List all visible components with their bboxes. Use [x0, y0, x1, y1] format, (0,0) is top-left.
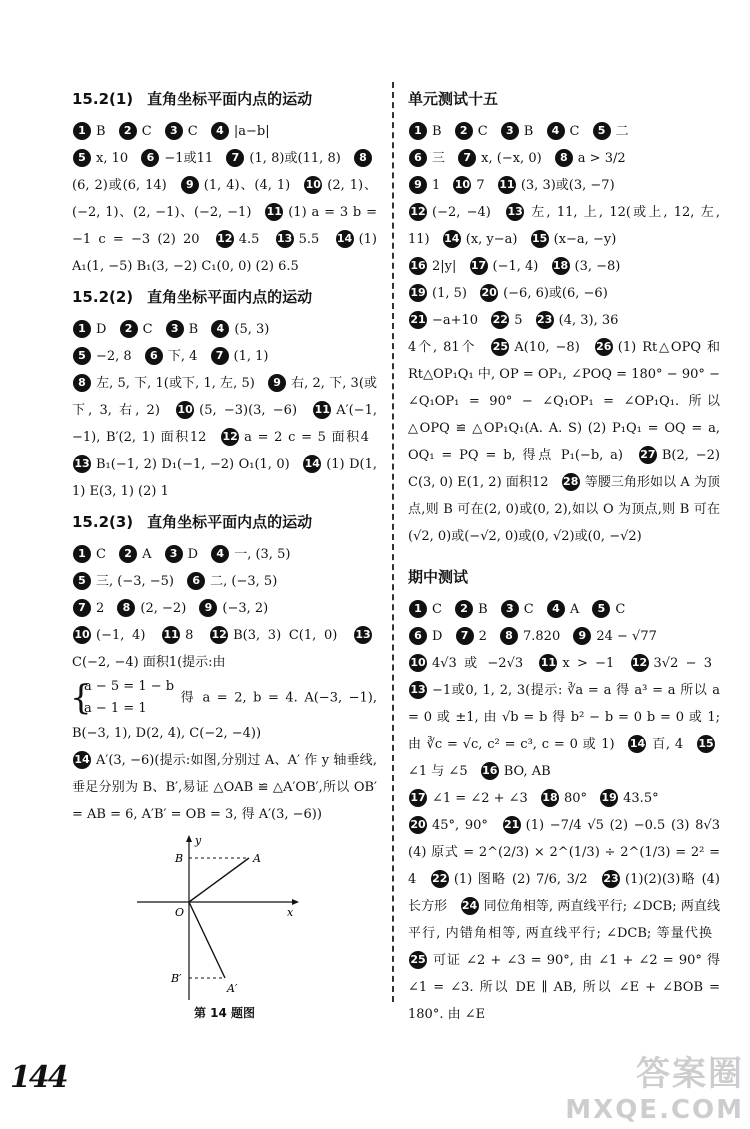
answer: ∠1 = ∠2 + ∠3	[432, 791, 528, 806]
q-number-8: 8	[500, 627, 518, 645]
q-number-2: 2	[455, 600, 473, 618]
answer: 24 − √77	[596, 629, 657, 644]
answers-unit-test-15	[408, 118, 720, 550]
q-number-23: 23	[536, 311, 554, 329]
label-a: A	[253, 852, 261, 865]
answer: 三	[432, 151, 446, 166]
equation-system	[72, 676, 174, 720]
answer: −a+10	[432, 313, 479, 328]
answer: 5.5	[298, 232, 320, 247]
q-number-20: 20	[480, 284, 498, 302]
section-title: 直角坐标平面内点的运动	[147, 288, 313, 306]
answer: B₁(−1, 2) D₁(−1, −2) O₁(1, 0)	[96, 457, 290, 472]
answer: A	[142, 547, 152, 562]
q-number-21: 21	[409, 311, 427, 329]
q-number-3: 3	[165, 122, 183, 140]
q-number-4: 4	[547, 122, 565, 140]
q-number-14: 14	[628, 735, 646, 753]
left-column	[72, 82, 377, 1021]
q-number-6: 6	[145, 347, 163, 365]
q-number-5: 5	[73, 347, 91, 365]
answer: 一, (3, 5)	[234, 547, 291, 562]
answer: 7	[476, 178, 485, 193]
answer: −2, 8	[96, 349, 132, 364]
q-number-7: 7	[456, 627, 474, 645]
q-number-8: 8	[73, 374, 91, 392]
q-number-9: 9	[199, 599, 217, 617]
q-number-9: 9	[409, 176, 427, 194]
section-number: 15.2(1)	[72, 90, 134, 108]
answer: B(2, −2) C(3, 0) E(1, 2) 面积12	[408, 448, 720, 490]
q-number-11: 11	[265, 203, 283, 221]
label-b-prime: B′	[171, 972, 182, 985]
answer: (1) A₁(1, −5) B₁(3, −2) C₁(0, 0) (2) 6.5	[72, 232, 377, 274]
q-number-6: 6	[141, 149, 159, 167]
answer: (1) 图略 (2) 7/6, 3/2	[453, 872, 588, 887]
q-number-28: 28	[562, 473, 580, 491]
answer: 80°	[563, 791, 587, 806]
answer: (3, 3)或(3, −7)	[520, 178, 615, 193]
figure-caption: 第 14 题图	[193, 1006, 256, 1020]
answer: 2	[478, 629, 487, 644]
answer: 2|y|	[432, 259, 457, 274]
answer: 2	[96, 601, 105, 616]
answer: 二, (−3, 5)	[210, 574, 278, 589]
q-number-12: 12	[216, 230, 234, 248]
q-number-2: 2	[455, 122, 473, 140]
answer: C	[615, 602, 626, 617]
q-number-2: 2	[120, 320, 138, 338]
q-number-10: 10	[304, 176, 322, 194]
answer: (5, −3)(3, −6)	[199, 403, 298, 418]
answer: D	[96, 322, 107, 337]
right-column	[408, 82, 720, 1028]
section-heading: 期中测试	[408, 568, 469, 586]
answer: ∠1 与 ∠5	[408, 764, 468, 779]
answer: (−2, −4)	[432, 205, 491, 220]
label-a-prime: A′	[227, 982, 238, 995]
answer: 下, 4	[167, 349, 198, 364]
answer: (4, 3), 36	[558, 313, 619, 328]
answer: (−6, 6)或(6, −6)	[503, 286, 608, 301]
q-number-3: 3	[166, 320, 184, 338]
q-number-13: 13	[354, 626, 372, 644]
answer: C	[141, 124, 152, 139]
answer: C	[187, 124, 198, 139]
answers-15-2-3	[72, 541, 377, 828]
answer: 百, 4	[651, 737, 684, 752]
answer: B	[478, 602, 488, 617]
q-number-4: 4	[211, 545, 229, 563]
answer: C	[432, 602, 442, 617]
q-number-8: 8	[354, 149, 372, 167]
watermark-url: MXQE.COM	[565, 1095, 744, 1125]
answer: (1, 1)	[233, 349, 269, 364]
q-number-16: 16	[481, 762, 499, 780]
q-number-11: 11	[162, 626, 180, 644]
equation-line: a − 1 = 1	[84, 701, 147, 716]
q-number-9: 9	[181, 176, 199, 194]
answer: A(10, −8)	[514, 340, 580, 355]
column-divider	[392, 82, 394, 1002]
q-number-16: 16	[409, 257, 427, 275]
section-heading	[72, 86, 377, 112]
answers-15-2-2	[72, 316, 377, 505]
q-number-10: 10	[176, 401, 194, 419]
q-number-4: 4	[211, 122, 229, 140]
q-number-3: 3	[501, 600, 519, 618]
section-title: 直角坐标平面内点的运动	[147, 513, 313, 531]
q-number-13: 13	[409, 681, 427, 699]
q-number-22: 22	[491, 311, 509, 329]
answer: C(−2, −4) 面积1(提示:由	[72, 655, 226, 670]
answer: (1) Rt△OPQ 和 Rt△OP₁Q₁ 中, OP = OP₁, ∠POQ = 180° − 90° − ∠Q₁OP₁ = 90° − ∠Q₁OP₁ = ∠OP₁Q₁. 所以 △OPQ ≌ △OP₁Q₁(A. A. S) (2) P₁Q₁ = OQ = a, OQ₁ = PQ = b, 得点 P₁(−b, a)	[408, 340, 720, 463]
answer: 7.820	[523, 629, 561, 644]
answer: 5	[514, 313, 523, 328]
answer: 45°, 90°	[432, 818, 488, 833]
q-number-21: 21	[503, 816, 521, 834]
q-number-10: 10	[409, 654, 427, 672]
section-heading	[72, 509, 377, 535]
y-axis-arrow	[186, 835, 192, 842]
answer: (1) a = 3 b = −1 c = −3 (2) 20	[72, 205, 377, 247]
label-y: y	[195, 834, 202, 847]
answer: 左, 11, 上, 12(或上, 12, 左, 11)	[408, 205, 720, 247]
q-number-9: 9	[573, 627, 591, 645]
q-number-23: 23	[602, 870, 620, 888]
answers-midterm	[408, 596, 720, 1028]
answer: a = 2 c = 5 面积4	[244, 430, 369, 445]
equation-line: a − 5 = 1 − b	[84, 679, 175, 694]
q-number-14: 14	[443, 230, 461, 248]
answer: −1或0, 1, 2, 3(提示: ∛a = a 得 a³ = a 所以 a = 0 或 ±1, 由 √b = b 得 b² − b = 0 b = 0 或 1; 由 ∛c = √c, c² = c³, c = 0 或 1)	[408, 683, 720, 752]
q-number-3: 3	[165, 545, 183, 563]
page-number: 144	[10, 1060, 67, 1095]
answer: B	[96, 124, 106, 139]
q-number-10: 10	[73, 626, 91, 644]
q-number-19: 19	[409, 284, 427, 302]
answer: (2, 1)、(−2, 1)、(2, −1)、(−2, −1)	[72, 178, 377, 220]
answer: 三, (−3, −5)	[96, 574, 175, 589]
section-title: 直角坐标平面内点的运动	[147, 90, 313, 108]
q-number-7: 7	[226, 149, 244, 167]
section-number: 15.2(3)	[72, 513, 134, 531]
q-number-15: 15	[697, 735, 715, 753]
answer: (1, 5)	[432, 286, 467, 301]
q-number-14: 14	[303, 455, 321, 473]
answer: x, 10	[96, 151, 129, 166]
q-number-19: 19	[600, 789, 618, 807]
q-number-1: 1	[73, 122, 91, 140]
q-number-11: 11	[313, 401, 331, 419]
answer: 4.5	[238, 232, 260, 247]
q-number-7: 7	[73, 599, 91, 617]
answer: B	[523, 124, 534, 139]
answer: 4√3 或 −2√3	[432, 656, 524, 671]
answer: (x−a, −y)	[553, 232, 617, 247]
answer: x > −1	[562, 656, 615, 671]
q-number-7: 7	[211, 347, 229, 365]
answer: BO, AB	[503, 764, 551, 779]
answer: (−3, 2)	[222, 601, 269, 616]
q-number-1: 1	[409, 122, 427, 140]
label-o: O	[175, 906, 185, 919]
answer: 等腰三角形如以 A 为顶点,则 B 可在(2, 0)或(0, 2),如以 O 为顶点,则 B 可在(√2, 0)或(−√2, 0)或(0, √2)或(0, −√2)	[408, 475, 720, 544]
q-number-17: 17	[470, 257, 488, 275]
answer: (−1, 4)	[492, 259, 539, 274]
answer: (1, 4)、(4, 1)	[203, 178, 291, 193]
q-number-27: 27	[639, 446, 657, 464]
q-number-15: 15	[531, 230, 549, 248]
answer: x, (−x, 0)	[481, 151, 542, 166]
q-number-6: 6	[409, 149, 427, 167]
section-number: 15.2(2)	[72, 288, 134, 306]
q-number-14: 14	[336, 230, 354, 248]
answers-15-2-1	[72, 118, 377, 280]
watermark	[565, 1046, 744, 1125]
q-number-14: 14	[73, 751, 91, 769]
answer: B	[432, 124, 442, 139]
q-number-12: 12	[631, 654, 649, 672]
coordinate-diagram	[137, 832, 307, 1002]
q-number-25: 25	[491, 338, 509, 356]
q-number-4: 4	[547, 600, 565, 618]
q-number-7: 7	[458, 149, 476, 167]
answer: (x, y−a)	[465, 232, 518, 247]
q-number-8: 8	[117, 599, 135, 617]
q-number-4: 4	[211, 320, 229, 338]
q-number-22: 22	[431, 870, 449, 888]
q-number-24: 24	[461, 897, 479, 915]
answer: 二	[615, 124, 629, 139]
q-number-3: 3	[501, 122, 519, 140]
answer: 8	[185, 628, 194, 643]
q-number-1: 1	[73, 545, 91, 563]
answer: D	[432, 629, 443, 644]
q-number-1: 1	[73, 320, 91, 338]
q-number-13: 13	[276, 230, 294, 248]
q-number-13: 13	[506, 203, 524, 221]
answer: 左, 5, 下, 1(或下, 1, 左, 5)	[96, 376, 255, 391]
q-number-25: 25	[409, 951, 427, 969]
answer: (−1, 4)	[96, 628, 146, 643]
answer: 得 a = 2, b = 4. A(−3, −1), B(−3, 1), D(2, 4), C(−2, −4))	[72, 690, 377, 741]
answer: −1或11	[164, 151, 214, 166]
q-number-5: 5	[73, 572, 91, 590]
q-number-6: 6	[409, 627, 427, 645]
answer: B	[188, 322, 199, 337]
section-heading: 单元测试十五	[408, 90, 499, 108]
answer: 同位角相等, 两直线平行; ∠DCB; 两直线平行, 内错角相等, 两直线平行; ∠DCB; 等量代换	[408, 899, 720, 941]
answer: C	[142, 322, 153, 337]
answer: (6, 2)或(6, 14)	[72, 178, 167, 193]
q-number-5: 5	[592, 600, 610, 618]
answer: (3, −8)	[574, 259, 621, 274]
q-number-8: 8	[555, 149, 573, 167]
q-number-5: 5	[73, 149, 91, 167]
answer: 右, 2, 下, 3(或下, 3, 右, 2)	[72, 376, 377, 418]
q-number-26: 26	[595, 338, 613, 356]
answer: (5, 3)	[234, 322, 270, 337]
answer: D	[187, 547, 199, 562]
segment-oa	[189, 858, 249, 902]
answer: (2, −2)	[140, 601, 187, 616]
q-number-1: 1	[409, 600, 427, 618]
answer: 3√2 − 3	[653, 656, 712, 671]
q-number-9: 9	[268, 374, 286, 392]
answer: |a−b|	[233, 124, 270, 139]
q-number-5: 5	[593, 122, 611, 140]
q-number-10: 10	[453, 176, 471, 194]
q-number-12: 12	[210, 626, 228, 644]
section-heading	[72, 284, 377, 310]
answer: (1)(2)(3)略 (4) 长方形	[408, 872, 720, 914]
answer: (1, 8)或(11, 8)	[249, 151, 341, 166]
answer: 1	[432, 178, 441, 193]
q-number-17: 17	[409, 789, 427, 807]
answer: A′(−1, −1), B′(2, 1) 面积12	[72, 403, 377, 445]
q-number-6: 6	[187, 572, 205, 590]
answer: 可证 ∠2 + ∠3 = 90°, 由 ∠1 + ∠2 = 90° 得 ∠1 = ∠3. 所以 DE ∥ AB, 所以 ∠E + ∠BOB = 180°. 由 ∠E	[408, 953, 720, 1022]
q-number-12: 12	[409, 203, 427, 221]
answer: C	[96, 547, 106, 562]
answer: a > 3/2	[577, 151, 626, 166]
answer: (1) D(1, 1) E(3, 1) (2) 1	[72, 457, 377, 499]
q-number-11: 11	[539, 654, 557, 672]
segment-oap	[189, 902, 225, 978]
coordinate-figure	[137, 832, 307, 1002]
answer: C	[569, 124, 580, 139]
q-number-18: 18	[541, 789, 559, 807]
q-number-18: 18	[552, 257, 570, 275]
answer: C	[523, 602, 534, 617]
q-number-13: 13	[73, 455, 91, 473]
answer: B(3, 3) C(1, 0)	[233, 628, 338, 643]
q-number-12: 12	[221, 428, 239, 446]
x-axis-arrow	[292, 899, 299, 905]
q-number-2: 2	[119, 122, 137, 140]
q-number-2: 2	[119, 545, 137, 563]
label-x: x	[287, 906, 294, 919]
answer: 4个, 81个	[408, 340, 477, 355]
answer: (1) −7/4 √5 (2) −0.5 (3) 8√3 (4) 原式 = 2^(2/3) × 2^(1/3) ÷ 2^(1/3) = 2² = 4	[408, 818, 720, 887]
watermark-logo: 答案圈	[636, 1054, 744, 1094]
answer: C	[477, 124, 488, 139]
label-b: B	[175, 852, 184, 865]
answer: A′(3, −6)(提示:如图,分别过 A、A′ 作 y 轴垂线,垂足分别为 B、B′,易证 △OAB ≌ △A′OB′,所以 OB′ = AB = 6, A′B′ = OB = 3, 得 A′(3, −6))	[72, 753, 377, 822]
q-number-11: 11	[498, 176, 516, 194]
q-number-20: 20	[409, 816, 427, 834]
answer: A	[569, 602, 580, 617]
answer: 43.5°	[623, 791, 659, 806]
